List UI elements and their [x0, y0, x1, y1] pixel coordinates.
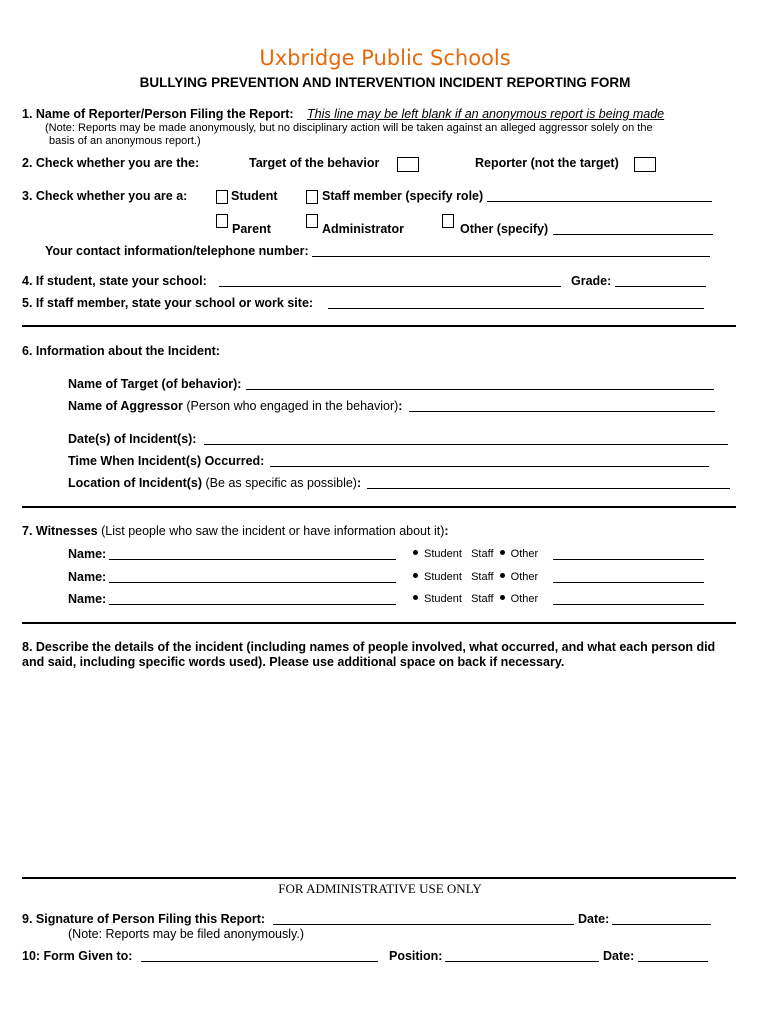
q2-label: 2. Check whether you are the: [22, 156, 200, 170]
bullet-icon [413, 550, 418, 555]
bullet-icon [500, 573, 505, 578]
q9-label: 9. Signature of Person Filing this Report: [22, 912, 266, 926]
dates-label: Date(s) of Incident(s): [68, 432, 197, 446]
target-name-label: Name of Target (of behavior): [68, 377, 242, 391]
signature-line[interactable] [273, 924, 574, 925]
witness-name-label: Name: [68, 592, 107, 606]
time-line[interactable] [270, 466, 709, 467]
aggressor-label-row [68, 399, 402, 413]
q3-other-label: Other (specify) [460, 222, 549, 236]
reporter-checkbox[interactable] [634, 157, 656, 172]
section-divider [22, 325, 736, 327]
other-checkbox[interactable] [442, 214, 454, 228]
location-colon: : [356, 476, 362, 490]
witness-name-label: Name: [68, 547, 107, 561]
q8-line2: and said, including specific words used). Please use additional space on back if necessary. [22, 655, 565, 669]
q3-label: 3. Check whether you are a: [22, 189, 188, 203]
aggressor-name-line[interactable] [409, 411, 715, 412]
q10-label: 10: Form Given to: [22, 949, 133, 963]
student-option[interactable]: Student [424, 548, 462, 560]
q5-label: 5. If staff member, state your school or work site: [22, 296, 314, 310]
q9-note: (Note: Reports may be filed anonymously.) [68, 927, 304, 941]
q4-label: 4. If student, state your school: [22, 274, 207, 288]
grade-line[interactable] [615, 286, 706, 287]
other-option[interactable]: Other [510, 571, 539, 583]
bullet-icon [500, 595, 505, 600]
q10-date-label: Date: [603, 949, 635, 963]
target-checkbox[interactable] [397, 157, 419, 172]
witnesses-colon: : [444, 524, 449, 538]
witnesses-label: 7. Witnesses [22, 524, 98, 538]
witness-other-line[interactable] [553, 582, 704, 583]
q2-target-label: Target of the behavior [249, 156, 380, 170]
staff-option[interactable]: Staff [471, 593, 494, 605]
school-name: Uxbridge Public Schools [259, 46, 511, 70]
form-title: BULLYING PREVENTION AND INTERVENTION INCIDENT REPORTING FORM [139, 75, 631, 90]
q1-hint: This line may be left blank if an anonymous report is being made [307, 107, 665, 121]
q3-student-label: Student [231, 189, 278, 203]
q1-label: 1. Name of Reporter/Person Filing the Report: [22, 107, 294, 121]
q9-date-label: Date: [578, 912, 610, 926]
section-divider [22, 622, 736, 624]
other-option[interactable]: Other [510, 593, 539, 605]
student-option[interactable]: Student [424, 593, 462, 605]
location-label-row [68, 476, 361, 490]
dates-line[interactable] [204, 444, 728, 445]
witness-role-options [413, 593, 538, 605]
student-school-line[interactable] [219, 286, 561, 287]
position-line[interactable] [445, 961, 599, 962]
q10-date-line[interactable] [638, 961, 708, 962]
time-label: Time When Incident(s) Occurred: [68, 454, 265, 468]
staff-option[interactable]: Staff [471, 571, 494, 583]
q8-line1: 8. Describe the details of the incident (including names of people involved, what occurred, and what each person did [22, 640, 716, 654]
q1-note-line2: basis of an anonymous report.) [49, 135, 201, 147]
staff-site-line[interactable] [328, 308, 704, 309]
q3-staff-label: Staff member (specify role) [322, 189, 484, 203]
witness-name-line[interactable] [109, 559, 396, 560]
witness-name-line[interactable] [109, 582, 396, 583]
section-divider [22, 506, 736, 508]
q2-reporter-label: Reporter (not the target) [475, 156, 619, 170]
contact-line[interactable] [312, 256, 710, 257]
contact-label: Your contact information/telephone number: [45, 244, 309, 258]
staff-checkbox[interactable] [306, 190, 318, 204]
witness-role-options [413, 548, 538, 560]
position-label: Position: [389, 949, 443, 963]
q6-label: 6. Information about the Incident: [22, 344, 220, 358]
staff-role-line[interactable] [487, 201, 712, 202]
q3-parent-label: Parent [232, 222, 271, 236]
other-specify-line[interactable] [553, 234, 713, 235]
bullet-icon [500, 550, 505, 555]
q7-label-row [22, 524, 449, 538]
aggressor-hint: (Person who engaged in the behavior) [186, 399, 399, 413]
witness-role-options [413, 571, 538, 583]
staff-option[interactable]: Staff [471, 548, 494, 560]
q3-administrator-label: Administrator [322, 222, 404, 236]
aggressor-colon: : [398, 399, 403, 413]
location-line[interactable] [367, 488, 730, 489]
student-checkbox[interactable] [216, 190, 228, 204]
q9-date-line[interactable] [612, 924, 711, 925]
witnesses-hint: (List people who saw the incident or have information about it) [101, 524, 445, 538]
section-divider [22, 877, 736, 879]
other-option[interactable]: Other [510, 548, 539, 560]
grade-label: Grade: [571, 274, 612, 288]
form-given-to-line[interactable] [141, 961, 378, 962]
witness-other-line[interactable] [553, 604, 704, 605]
bullet-icon [413, 595, 418, 600]
admin-heading: FOR ADMINISTRATIVE USE ONLY [278, 881, 482, 896]
student-option[interactable]: Student [424, 571, 462, 583]
witness-name-label: Name: [68, 570, 107, 584]
bullet-icon [413, 573, 418, 578]
target-name-line[interactable] [246, 389, 714, 390]
incident-details-area[interactable] [22, 674, 736, 870]
location-hint: (Be as specific as possible) [205, 476, 357, 490]
q1-note-line1: (Note: Reports may be made anonymously, but no disciplinary action will be taken against an alleged aggressor solely on the [45, 122, 653, 134]
parent-checkbox[interactable] [216, 214, 228, 228]
aggressor-name-label: Name of Aggressor [68, 399, 183, 413]
location-label: Location of Incident(s) [68, 476, 203, 490]
witness-name-line[interactable] [109, 604, 396, 605]
administrator-checkbox[interactable] [306, 214, 318, 228]
witness-other-line[interactable] [553, 559, 704, 560]
